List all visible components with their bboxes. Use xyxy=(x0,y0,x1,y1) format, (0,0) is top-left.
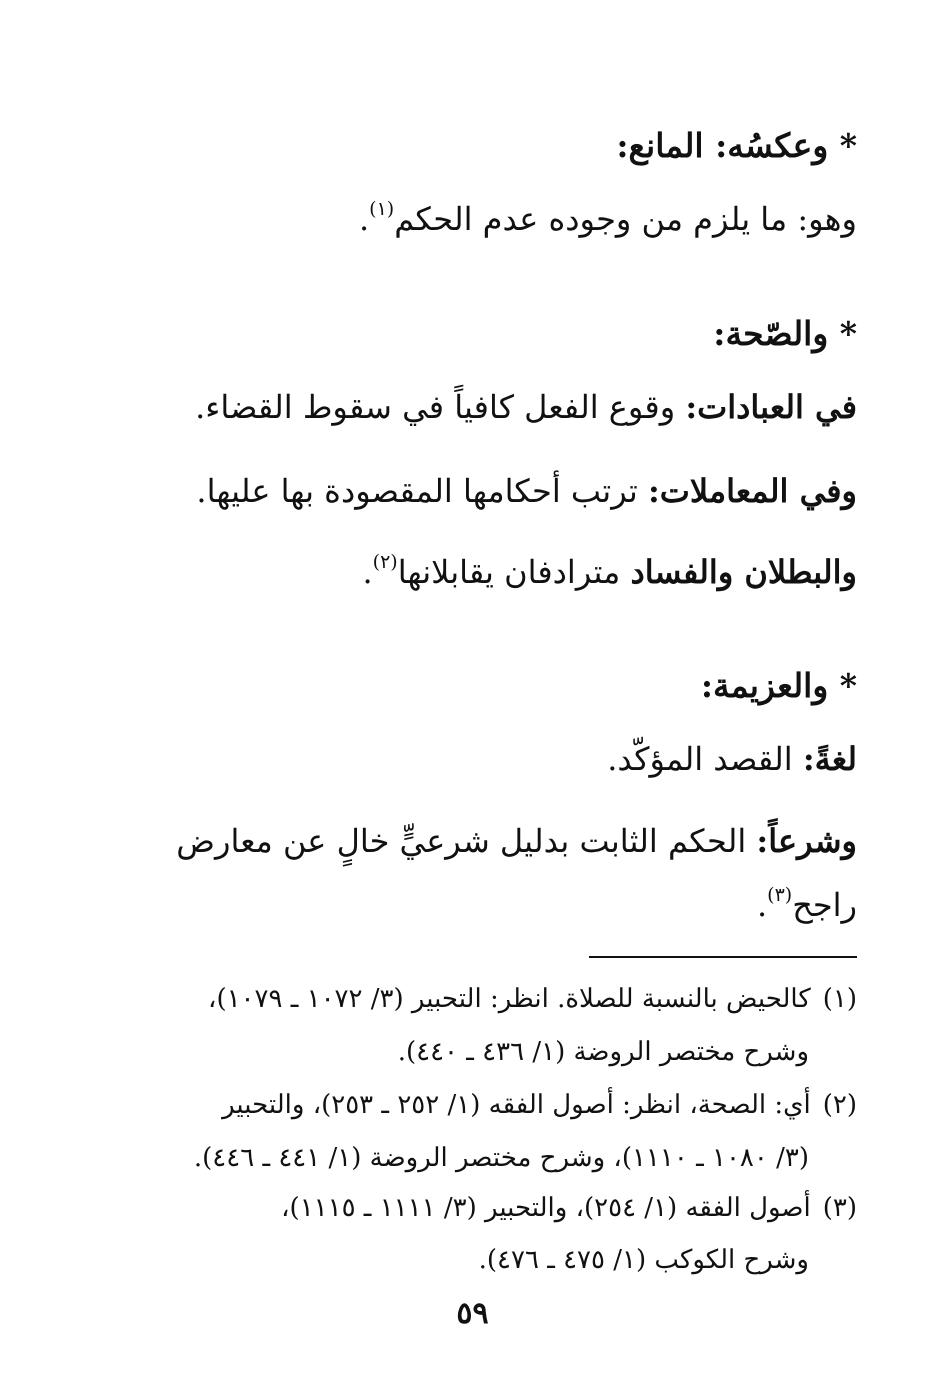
footnote-1-text-1: كالحيض بالنسبة للصلاة. انظر: التحبير (٣/ ١٠٧٢ ـ ١٠٧٩)، xyxy=(208,984,811,1014)
term-shar: وشرعاً: xyxy=(756,822,857,860)
rajih-end: . xyxy=(756,886,768,924)
footnote-2-line-2: (٣/ ١٠٨٠ ـ ١١١٠)، وشرح مختصر الروضة (١/ ٤٤١ ـ ٤٤٦). xyxy=(193,1143,809,1173)
footnote-2-number: (٢) xyxy=(822,1090,857,1120)
heading-mani: * وعكسُه: المانع: xyxy=(616,126,857,165)
text-shar: الحكم الثابت بدليل شرعيٍّ خالٍ عن معارض xyxy=(176,822,757,860)
footnote-2-line-1 xyxy=(110,1090,857,1120)
footnote-ref-1: (١) xyxy=(369,198,395,220)
term-lugha: لغةً: xyxy=(802,740,857,778)
text-butlan: مترادفان يقابلانها xyxy=(397,553,631,591)
term-muamalat: وفي المعاملات: xyxy=(647,472,857,510)
footnote-separator xyxy=(589,956,857,958)
heading-azima: * والعزيمة: xyxy=(700,666,857,705)
footnote-ref-2: (٢) xyxy=(372,551,398,573)
page-number: ٥٩ xyxy=(456,1296,489,1331)
azima-shar-continuation xyxy=(110,886,857,924)
sihha-muamalat xyxy=(110,472,857,510)
footnote-3-line-1 xyxy=(110,1193,857,1223)
term-butlan: والبطلان والفساد xyxy=(630,553,857,591)
definition-mani-end: . xyxy=(358,200,370,238)
footnote-ref-3: (٣) xyxy=(767,884,793,906)
heading-sihha: * والصّحة: xyxy=(713,314,857,353)
footnote-3-text-1: أصول الفقه (١/ ٢٥٤)، والتحبير (٣/ ١١١١ ـ ١١١٥)، xyxy=(281,1193,811,1223)
footnote-3-number: (٣) xyxy=(822,1193,857,1223)
footnote-2-text-1: أي: الصحة، انظر: أصول الفقه (١/ ٢٥٢ ـ ٢٥٣)، والتحبير xyxy=(222,1090,811,1120)
footnote-1-number: (١) xyxy=(822,984,857,1014)
footnote-1-line-1 xyxy=(110,984,857,1014)
text-rajih: راجح xyxy=(792,886,857,924)
term-ibadat: في العبادات: xyxy=(685,388,857,426)
definition-mani xyxy=(110,200,857,238)
text-lugha: القصد المؤكّد. xyxy=(607,740,803,778)
text-muamalat: ترتب أحكامها المقصودة بها عليها. xyxy=(196,472,648,510)
butlan-end: . xyxy=(362,553,373,591)
footnote-1-line-2: وشرح مختصر الروضة (١/ ٤٣٦ ـ ٤٤٠). xyxy=(397,1037,809,1067)
azima-lugha xyxy=(110,740,857,778)
azima-shar xyxy=(110,822,857,860)
butlan-fasad xyxy=(110,553,857,591)
sihha-ibadat xyxy=(110,388,857,426)
text-ibadat: وقوع الفعل كافياً في سقوط القضاء. xyxy=(195,388,686,426)
footnote-3-line-2: وشرح الكوكب (١/ ٤٧٥ ـ ٤٧٦). xyxy=(478,1245,809,1275)
definition-mani-text: وهو: ما يلزم من وجوده عدم الحكم xyxy=(394,200,857,238)
